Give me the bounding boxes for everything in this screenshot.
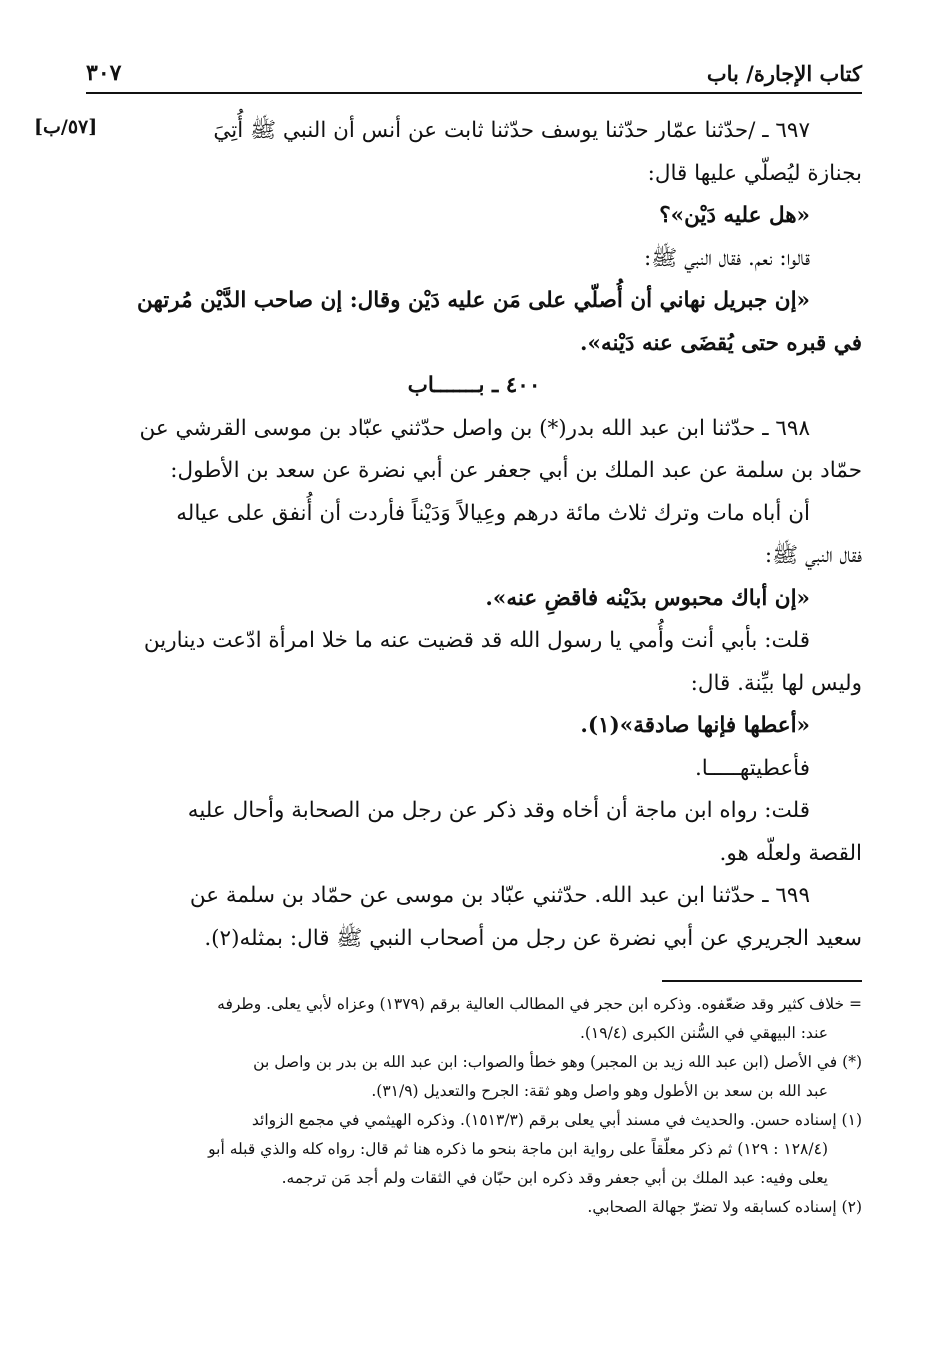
footnote-line: (١٢٨/٤ : ١٢٩) ثم ذكر معلّقاً على رواية ابن ماجة بنحو ما ذكره هنا ثم قال: رواه كله والذي قبله أبو xyxy=(208,1140,828,1158)
hadith-697-line: ٦٩٧ ـ /حدّثنا عمّار حدّثنا يوسف حدّثنا ثابت عن أنس أن النبي ﷺ أُتِيَ xyxy=(213,118,810,143)
hadith-698-line: ٦٩٨ ـ حدّثنا ابن عبد الله بدر(*) بن واصل حدّثني عبّاد بن موسى القرشي عن xyxy=(139,415,810,441)
hadith-698-line: وليس لها بيِّنة. قال: xyxy=(690,670,862,696)
chapter-heading: ٤٠٠ ـ بـــــــاب xyxy=(407,373,541,398)
margin-folio-note: [٥٧/ب] xyxy=(34,116,98,138)
footnote-line: = خلاف كثير وقد ضعّفوه. وذكره ابن حجر في المطالب العالية برقم (١٣٧٩) وعزاه لأبي يعلى. وطرفه xyxy=(217,995,862,1013)
footnote-line: (١) إسناده حسن. والحديث في مسند أبي يعلى برقم (١٥١٣/٣). وذكره الهيثمي في مجمع الزوائد xyxy=(251,1111,862,1129)
author-comment: القصة ولعلّه هو. xyxy=(719,840,862,866)
hadith-698-line: أن أباه مات وترك ثلاث مائة درهم وعِيالاً وَدَيْناً فأردت أن أُنفق على عياله xyxy=(176,500,810,526)
prophet-quote: «إن أباك محبوس بدَيْنه فاقضِ عنه». xyxy=(485,585,810,611)
hadith-698-line: فأعطيتهـــــا. xyxy=(694,755,810,781)
hadith-699-line: سعيد الجريري عن أبي نضرة عن رجل من أصحاب النبي ﷺ قال: بمثله(٢). xyxy=(204,925,862,951)
footnote-separator xyxy=(662,980,862,982)
footnote-line: (*) في الأصل (ابن عبد الله زيد بن المجبر) وهو خطأ والصواب: ابن عبد الله بن بدر بن واصل بن xyxy=(253,1053,862,1071)
page-number: ٣٠٧ xyxy=(86,60,122,86)
running-header xyxy=(86,52,862,94)
hadith-699-line: ٦٩٩ ـ حدّثنا ابن عبد الله. حدّثني عبّاد بن موسى عن حمّاد بن سلمة عن xyxy=(189,883,810,908)
hadith-697-line: قالوا: نعم. فقال النبي ﷺ: xyxy=(644,245,810,271)
hadith-698-line: فقال النبي ﷺ: xyxy=(764,543,862,568)
hadith-698-line: حمّاد بن سلمة عن عبد الملك بن أبي جعفر عن أبي نضرة عن سعد بن الأطول: xyxy=(170,458,862,483)
author-comment: قلت: رواه ابن ماجة أن أخاه وقد ذكر عن رجل من الصحابة وأحال عليه xyxy=(187,798,810,823)
footnotes xyxy=(86,990,862,1222)
prophet-quote: «هل عليه دَيْن»؟ xyxy=(659,203,810,228)
prophet-quote: «إن جبريل نهاني أن أُصلّي على مَن عليه دَيْن وقال: إن صاحب الدَّيْن مُرتهن xyxy=(137,288,810,313)
main-text xyxy=(86,110,862,960)
footnote-line: عند: البيهقي في السُّنن الكبرى (١٩/٤). xyxy=(579,1024,828,1042)
footnote-line: (٢) إسناده كسابقه ولا تضرّ جهالة الصحابي. xyxy=(587,1198,862,1216)
hadith-698-line: قلت: بأبي أنت وأُمي يا رسول الله قد قضيت عنه ما خلا امرأة ادّعت دينارين xyxy=(143,628,810,653)
prophet-quote: في قبره حتى يُقضَى عنه دَيْنه». xyxy=(580,330,862,356)
chapter-title: كتاب الإجارة/ باب xyxy=(706,61,862,86)
prophet-quote: «أعطها فإنها صادقة»(١). xyxy=(580,713,810,738)
footnote-line: عبد الله بن سعد بن الأطول وهو واصل وهو ثقة: الجرح والتعديل (٣١/٩). xyxy=(371,1082,828,1100)
footnote-line: يعلى وفيه: عبد الملك بن أبي جعفر وقد ذكره ابن حبّان في الثقات ولم أجد مَن ترجمه. xyxy=(281,1169,828,1187)
hadith-697-line: بجنازة ليُصلّي عليها قال: xyxy=(647,160,862,186)
